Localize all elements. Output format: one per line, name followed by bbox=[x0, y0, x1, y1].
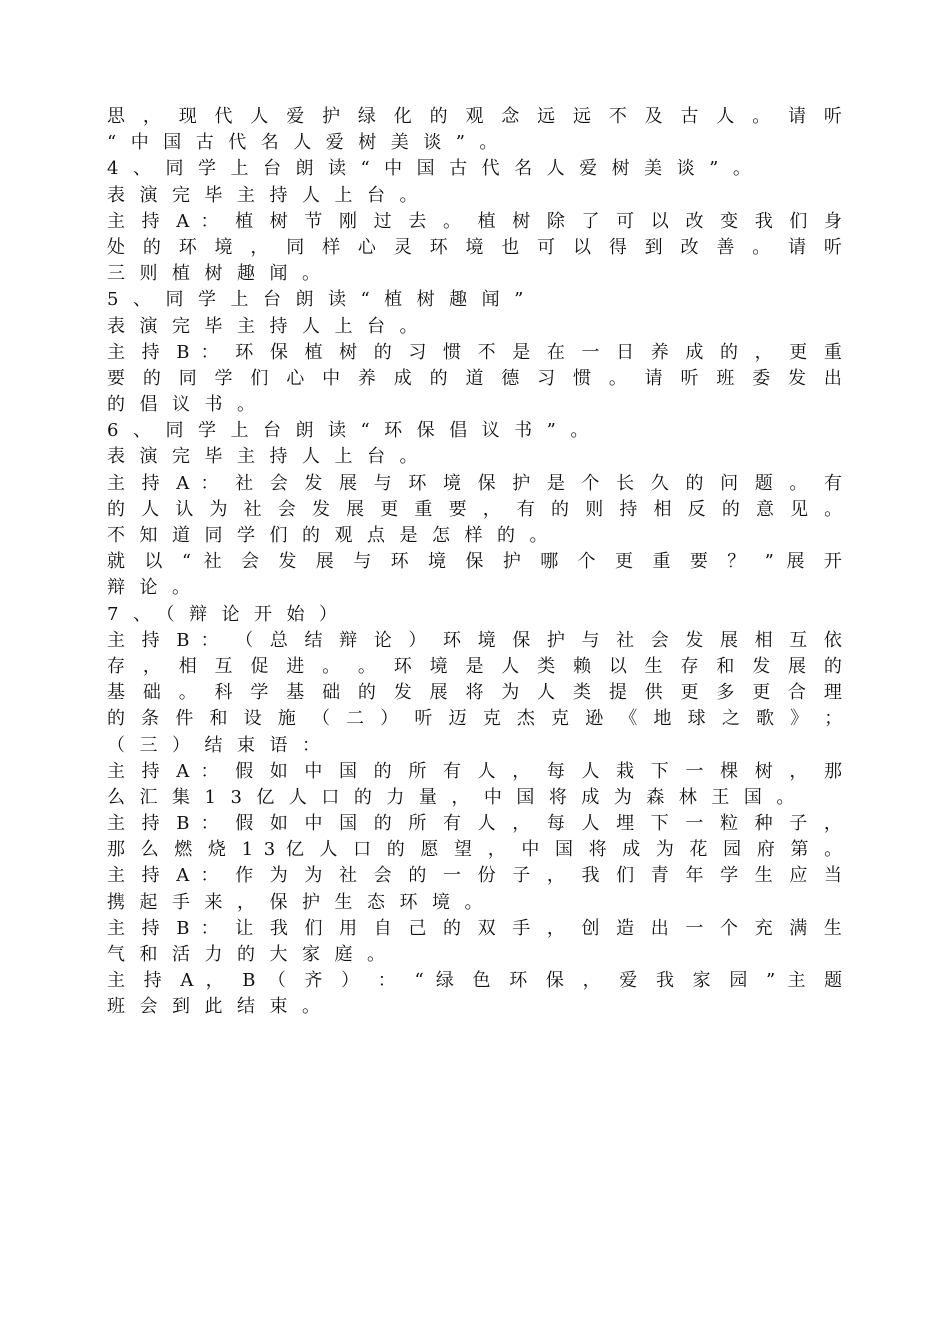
text-line: 主 持 B ： 假 如 中 国 的 所 有 人 ， 每 人 埋 下 一 粒 种 子 ， bbox=[107, 813, 842, 835]
text-line: 5、同学上台朗读“植树趣闻” bbox=[107, 289, 538, 311]
text-line: 主 持 A ： 假 如 中 国 的 所 有 人 ， 每 人 栽 下 一 棵 树 ， 那 bbox=[107, 760, 842, 782]
text-line: 的 条 件 和 设 施 （ 二 ） 听 迈 克 杰 克 逊 《 地 球 之 歌 》 ； bbox=[107, 708, 843, 730]
text-line: 主 持 A ： 植 树 节 刚 过 去 。 植 树 除 了 可 以 改 变 我 们 身 bbox=[107, 210, 842, 232]
text-line: 气和活力的大家庭。 bbox=[107, 944, 400, 965]
text-line: 三则植树趣闻。 bbox=[107, 263, 335, 285]
text-line: 主 持 B ： 环 保 植 树 的 习 惯 不 是 在 一 日 养 成 的 ， 更 重 bbox=[107, 341, 842, 363]
text-line: 主 持 B ： （ 总 结 辩 论 ） 环 境 保 护 与 社 会 发 展 相 互 依 bbox=[107, 629, 842, 651]
text-line: 的 人 认 为 社 会 发 展 更 重 要 ， 有 的 则 持 相 反 的 意 见 。 bbox=[107, 498, 843, 520]
text-line: 基 础 。 科 学 基 础 的 发 展 将 为 人 类 提 供 更 多 更 合 理 bbox=[107, 682, 842, 704]
text-line: 么汇集13亿人口的力量，中国将成为森林王国。 bbox=[107, 786, 809, 808]
document-body bbox=[107, 104, 842, 1021]
text-line: 辩论。 bbox=[107, 577, 205, 599]
text-line: 主 持 B ： 让 我 们 用 自 己 的 双 手 ， 创 造 出 一 个 充 满 生 bbox=[107, 917, 842, 939]
text-line: 6、同学上台朗读“环保倡议书”。 bbox=[107, 420, 603, 442]
text-line: 那 么 燃 烧 1 3 亿 人 口 的 愿 望 ， 中 国 将 成 为 花 园 府 第 。 bbox=[107, 839, 843, 861]
text-line: 携起手来，保护生态环境。 bbox=[107, 891, 497, 913]
text-line: 班会到此结束。 bbox=[107, 996, 335, 1018]
text-line: （三）结束语： bbox=[107, 734, 335, 756]
text-line: 主 持 A ， B （ 齐 ） ： “ 绿 色 环 保 ， 爱 我 家 园 ” 主 题 bbox=[107, 970, 843, 992]
text-line: 思 ， 现 代 人 爱 护 绿 化 的 观 念 远 远 不 及 古 人 。 请 听 bbox=[107, 106, 842, 127]
text-line: 7、（辩论开始） bbox=[107, 603, 352, 625]
text-line: 存 ， 相 互 促 进 。 。 环 境 是 人 类 赖 以 生 存 和 发 展 的 bbox=[107, 655, 842, 677]
text-line: 要 的 同 学 们 心 中 养 成 的 道 德 习 惯 。 请 听 班 委 发 出 bbox=[107, 367, 842, 389]
text-line: 的倡议书。 bbox=[107, 394, 270, 416]
text-line: 4、同学上台朗读“中国古代名人爱树美谈”。 bbox=[107, 158, 766, 180]
text-line: 处 的 环 境 ， 同 样 心 灵 环 境 也 可 以 得 到 改 善 。 请 听 bbox=[107, 236, 842, 258]
text-line: 就 以 “ 社 会 发 展 与 环 境 保 护 哪 个 更 重 要 ？ ” 展 开 bbox=[107, 551, 842, 573]
text-line: 表演完毕主持人上台。 bbox=[107, 184, 432, 206]
text-line: 不知道同学们的观点是怎样的。 bbox=[107, 525, 562, 546]
text-line: 主 持 A ： 作 为 为 社 会 的 一 份 子 ， 我 们 青 年 学 生 应 当 bbox=[107, 865, 842, 887]
text-line: 表演完毕主持人上台。 bbox=[107, 446, 432, 468]
text-line: 主 持 A ： 社 会 发 展 与 环 境 保 护 是 个 长 久 的 问 题 。 有 bbox=[107, 472, 842, 494]
text-line: “中国古代名人爱树美谈”。 bbox=[107, 132, 512, 154]
text-line: 表演完毕主持人上台。 bbox=[107, 315, 432, 337]
